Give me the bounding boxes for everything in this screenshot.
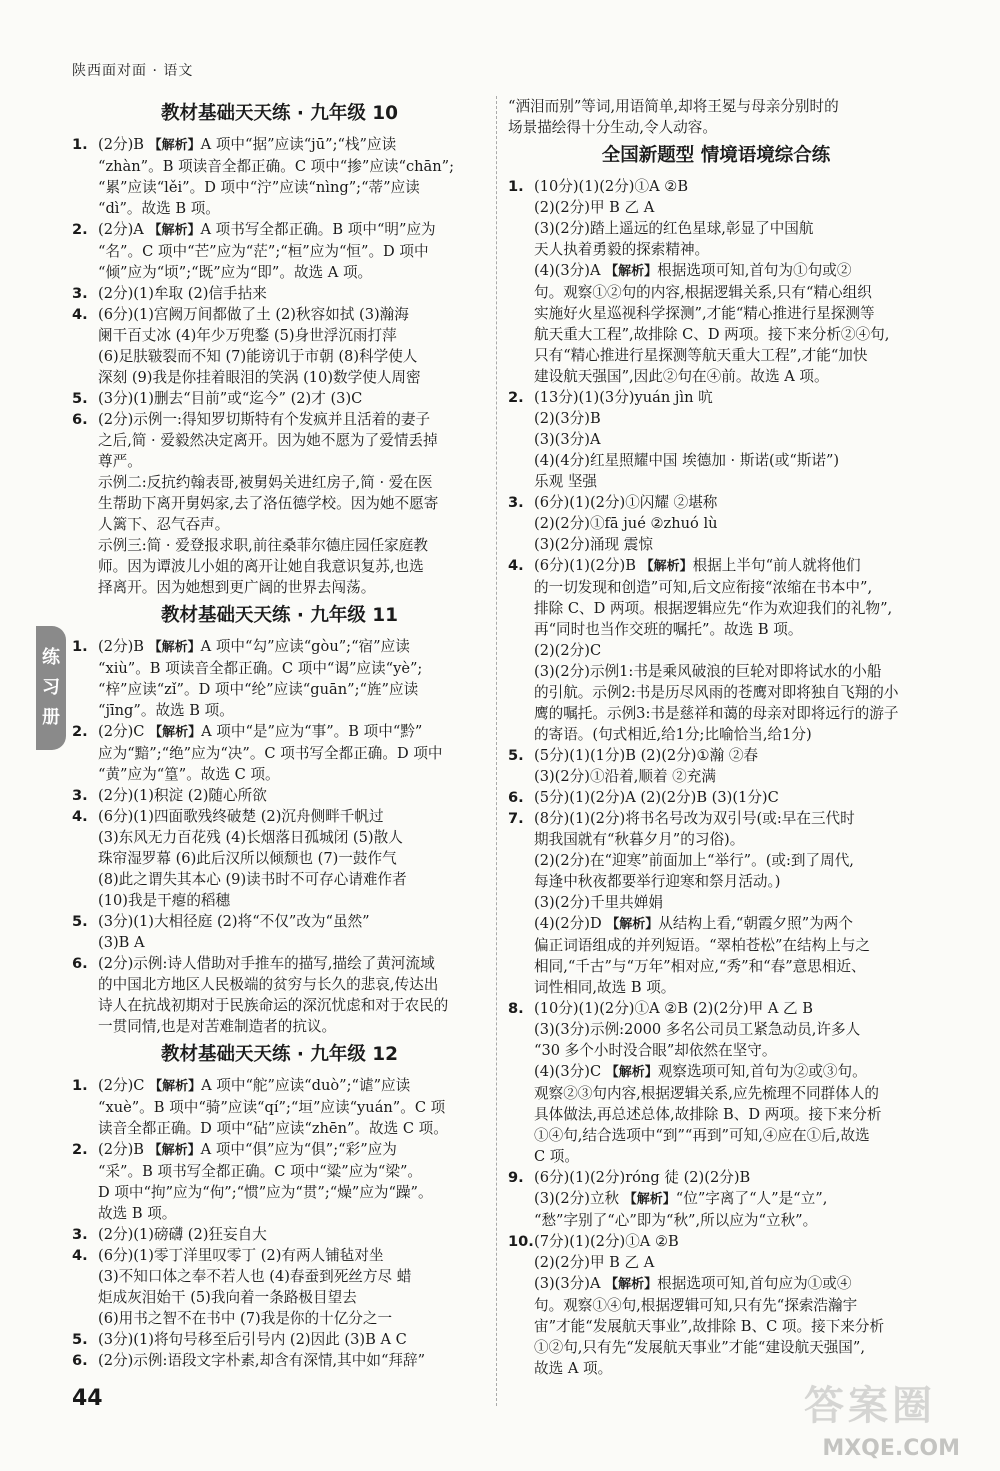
answer-line: (6分)(1)零丁洋里叹零丁 (2)有两人铺毡对坐	[98, 1247, 384, 1264]
answer-line: (5分)(1)(1分)B (2)(2分)①瀚 ②春	[534, 747, 759, 764]
item-number: 5.	[72, 913, 88, 930]
answer-line: (2分)B 【解析】A 项中“俱”应为“俱”;“彩”应为	[98, 1141, 397, 1158]
item-number: 6.	[72, 1352, 88, 1369]
answer-line: (6)足肤皲裂而不知 (7)能谤讥于市朝 (8)科学使人	[98, 348, 418, 365]
answer-line: (2分)C 【解析】A 项中“舵”应读“duò”;“谑”应读	[98, 1077, 411, 1094]
answer-line: (3)(3分)示例:2000 多名公司员工紧急动员,许多人	[534, 1021, 861, 1038]
item-number: 2.	[508, 389, 524, 406]
answer-line: 一贯同情,也是对苦难制造者的抗议。	[98, 1018, 337, 1035]
answer-line: (2分)示例一:得知罗切斯特有个发疯并且活着的妻子	[98, 411, 431, 428]
answer-line: “愁”字别了“心”即为“秋”,所以应为“立秋”。	[534, 1212, 818, 1229]
item-number: 5.	[72, 390, 88, 407]
watermark-url: MXQE.COM	[822, 1436, 960, 1461]
item-number: 1.	[508, 178, 524, 195]
answer-line: 句。观察①②句的内容,根据逻辑关系,只有“精心组织	[534, 284, 872, 301]
answer-line: 航天重大工程”,故排除 C、D 两项。接下来分析②④句,	[534, 326, 890, 343]
answer-item	[72, 1329, 487, 1350]
answer-item	[72, 283, 487, 304]
answer-line: 相同,“千古”与“万年”相对应,“秀”和“春”意思相近、	[534, 958, 866, 975]
watermark-title: 答案圈	[804, 1383, 936, 1429]
answer-line: 之后,简 · 爱毅然决定离开。因为她不愿为了爱情丢掉	[98, 432, 438, 449]
answer-line: (4)(2分)D 【解析】从结构上看,“朝霞夕照”为两个	[534, 915, 853, 932]
answer-line: 观察②③句内容,根据逻辑关系,应先梳理不同群体人的	[534, 1085, 879, 1102]
answer-line: 示例二:反抗约翰表哥,被舅妈关进红房子,简 · 爱在医	[98, 474, 433, 491]
answer-line: (8分)(1)(2分)将书名号改为双引号(或:早在三代时	[534, 810, 855, 827]
answer-line: “xiù”。B 项读音全都正确。C 项中“谒”应读“yè”;	[98, 660, 423, 677]
answer-line: 的一切发现和创造”可知,后文应衔接“浓缩在书本中”,	[534, 579, 873, 596]
answer-line: 乐观 坚强	[534, 473, 598, 490]
answer-line: (3分)(1)将句号移至后引号内 (2)因此 (3)B A C	[98, 1331, 407, 1348]
answer-item	[72, 953, 487, 1037]
page-header: 陕西面对面 · 语文	[72, 63, 194, 79]
answer-line: (3)(3分)A	[534, 431, 601, 448]
answer-line: 示例三:简 · 爱登报求职,前往桑菲尔德庄园任家庭教	[98, 537, 428, 554]
answer-line: (10)我是干瘪的稻穗	[98, 892, 231, 909]
answer-line: 句。观察①④句,根据逻辑可知,只有先“探索浩瀚宇	[534, 1297, 858, 1314]
answer-item	[72, 409, 487, 598]
answer-line: D 项中“拘”应为“佝”;“惯”应为“贯”;“燥”应为“躁”。	[98, 1184, 433, 1201]
answer-line: (2分)B 【解析】A 项中“据”应读“jū”;“栈”应读	[98, 136, 397, 153]
item-number: 4.	[72, 306, 88, 323]
answer-line: 鹰的嘱托。示例3:书是慈祥和蔼的母亲对即将远行的游子	[534, 705, 899, 722]
answer-item	[72, 1139, 487, 1224]
item-number: 6.	[72, 411, 88, 428]
answer-item	[72, 785, 487, 806]
section-title: 教材基础天天练 · 九年级 10	[160, 103, 399, 124]
answer-item	[508, 492, 924, 555]
left-column	[72, 96, 487, 1371]
answer-line: (2分)示例:诗人借助对手推车的描写,描绘了黄河流域	[98, 955, 435, 972]
answer-line: (6分)(1)(2分)róng 徒 (2)(2分)B	[534, 1169, 751, 1186]
answer-line: (3)(3分)A 【解析】根据选项可知,首句应为①或④	[534, 1275, 852, 1292]
answer-item	[72, 304, 487, 388]
item-number: 3.	[72, 787, 88, 804]
section-title: 教材基础天天练 · 九年级 11	[160, 605, 399, 626]
answer-line: (6分)(1)(2分)B 【解析】根据上半句“前人就将他们	[534, 557, 861, 574]
item-number: 3.	[508, 494, 524, 511]
answer-line: 词性相同,故选 B 项。	[534, 979, 676, 996]
answer-line: “累”应读“lěi”。D 项中“泞”应读“nìng”;“蒂”应读	[98, 179, 420, 196]
item-number: 2.	[72, 221, 88, 238]
answer-item	[72, 1075, 487, 1139]
answer-line: 故选 B 项。	[98, 1205, 177, 1222]
answer-line: 诗人在抗战初期对于民族命运的深沉忧虑和对于农民的	[98, 997, 449, 1014]
answer-line: (2分)(1)磅礴 (2)狂妄自大	[98, 1226, 267, 1243]
answer-line: 读音全都正确。D 项中“砧”应读“zhēn”。故选 C 项。	[98, 1120, 448, 1137]
answer-line: (2分)A 【解析】A 项书写全都正确。B 项中“明”应为	[98, 221, 436, 238]
answer-line: “30 多个小时没合眼”却依然在坚守。	[534, 1042, 777, 1059]
side-tab-char: 习	[42, 677, 60, 698]
answer-line: (6分)(1)宫阙万间都做了土 (2)秋容如拭 (3)瀚海	[98, 306, 409, 323]
answer-line: 宙”才能“发展航天事业”,故排除 B、C 项。接下来分析	[534, 1318, 885, 1335]
answer-item	[508, 808, 924, 998]
answer-item	[508, 1167, 924, 1231]
answer-line: (6分)(1)(2分)①闪耀 ②堪称	[534, 494, 718, 511]
answer-line: (2)(2分)甲 B 乙 A	[534, 199, 655, 216]
answer-item	[72, 636, 487, 721]
answer-line: (3)(2分)立秋 【解析】“位”字离了“人”是“立”,	[534, 1190, 828, 1207]
answer-line: 炬成灰泪始干 (5)我向着一条路极目望去	[98, 1289, 357, 1306]
answer-line: “倾”应为“顷”;“既”应为“即”。故选 A 项。	[98, 264, 373, 281]
answer-line: (8)此之谓失其本心 (9)读书时不可存心请难作者	[98, 871, 407, 888]
answer-line: “dì”。故选 B 项。	[98, 200, 220, 217]
item-number: 2.	[72, 1141, 88, 1158]
answer-line: (2分)C 【解析】A 项中“是”应为“事”。B 项中“黔”	[98, 723, 423, 740]
answer-line: (4)(3分)C 【解析】观察选项可知,首句为②或③句。	[534, 1063, 867, 1080]
answer-line: “zhàn”。B 项读音全都正确。C 项中“掺”应读“chān”;	[98, 158, 455, 175]
answer-line: “黄”应为“篁”。故选 C 项。	[98, 766, 280, 783]
answer-line: “梓”应读“zǐ”。D 项中“纶”应读“guān”;“旌”应读	[98, 681, 419, 698]
answer-line: 期我国就有“秋暮夕月”的习俗)。	[534, 831, 745, 848]
answer-line: “xuè”。B 项中“骑”应读“qí”;“垣”应读“yuán”。C 项	[98, 1099, 446, 1116]
answer-line: “采”。B 项书写全都正确。C 项中“粱”应为“梁”。	[98, 1163, 423, 1180]
item-number: 7.	[508, 810, 524, 827]
answer-line: 偏正词语组成的并列短语。“翠柏苍松”在结构上与之	[534, 937, 870, 954]
answer-line: (2分)B 【解析】A 项中“勾”应读“gòu”;“宿”应读	[98, 638, 410, 655]
answer-line: (2分)(1)积淀 (2)随心所欲	[98, 787, 267, 804]
page-number: 44	[72, 1386, 103, 1411]
answer-line: (13分)(1)(3分)yuán jìn 吭	[534, 389, 713, 406]
item-number: 1.	[72, 136, 88, 153]
item-number: 1.	[72, 1077, 88, 1094]
answer-line: (4)(3分)A 【解析】根据选项可知,首句为①句或②	[534, 262, 852, 279]
answer-line: “jīng”。故选 B 项。	[98, 702, 234, 719]
answer-line: (2)(2分)甲 B 乙 A	[534, 1254, 655, 1271]
section-title: 教材基础天天练 · 九年级 12	[160, 1044, 399, 1065]
answer-item	[508, 387, 924, 492]
answer-line: 排除 C、D 两项。根据逻辑应先“作为欢迎我们的礼物”,	[534, 600, 893, 617]
item-number: 6.	[508, 789, 524, 806]
answer-item	[508, 745, 924, 787]
item-number: 3.	[72, 1226, 88, 1243]
answer-line: “名”。C 项中“芒”应为“茫”;“桓”应为“恒”。D 项中	[98, 243, 429, 260]
answer-line: (6分)(1)四面歌残终破楚 (2)沉舟侧畔千帆过	[98, 808, 384, 825]
intro-line: 场景描绘得十分生动,令人动容。	[508, 119, 717, 136]
answer-line: 尊严。	[98, 453, 142, 470]
answer-line: (10分)(1)(2分)①A ②B	[534, 178, 689, 195]
answer-line: 人篱下、忍气吞声。	[98, 516, 230, 533]
right-column	[508, 96, 924, 1379]
answer-line: (3)东风无力百花残 (4)长烟落日孤城闭 (5)散人	[98, 829, 403, 846]
item-number: 4.	[72, 1247, 88, 1264]
answer-line: (2)(2分)在“迎寒”前面加上“举行”。(或:到了周代,	[534, 852, 854, 869]
section-title: 全国新题型 情境语境综合练	[601, 145, 831, 166]
item-number: 9.	[508, 1169, 524, 1186]
item-number: 10.	[508, 1233, 534, 1250]
intro-line: “洒泪而别”等词,用语简单,却将王冕与母亲分别时的	[508, 98, 839, 115]
answer-line: 深刻 (9)我是你挂着眼泪的笑涡 (10)数学使人周密	[98, 369, 421, 386]
answer-line: C 项。	[534, 1148, 579, 1165]
answer-line: 只有“精心推进行星探测等航天重大工程”,才能“加快	[534, 347, 868, 364]
column-divider	[496, 96, 497, 1406]
answer-item	[508, 998, 924, 1167]
answer-line: 建设航天强国”,因此②句在④前。故选 A 项。	[534, 368, 829, 385]
side-tab-char: 册	[42, 707, 60, 728]
item-number: 3.	[72, 285, 88, 302]
answer-line: (3分)(1)大相径庭 (2)将“不仅”改为“虽然”	[98, 913, 370, 930]
answer-line: (3)(2分)①沿着,顺着 ②充满	[534, 768, 716, 785]
answer-line: (2分)示例:语段文字朴素,却含有深情,其中如“拜辞”	[98, 1352, 426, 1369]
answer-line: 应为“黯”;“绝”应为“决”。C 项书写全都正确。D 项中	[98, 745, 443, 762]
answer-line: (2分)(1)牟取 (2)信手拈来	[98, 285, 267, 302]
side-tab-practice-book	[36, 626, 66, 750]
right-intro	[508, 96, 924, 138]
answer-line: 故选 A 项。	[534, 1360, 613, 1377]
item-number: 2.	[72, 723, 88, 740]
answer-line: (3)(2分)千里共婵娟	[534, 894, 663, 911]
answer-item	[72, 1245, 487, 1329]
answer-line: (3)(2分)示例1:书是乘风破浪的巨轮对即将试水的小船	[534, 663, 882, 680]
answer-item	[72, 219, 487, 283]
answer-line: 的中国北方地区人民极端的贫穷与长久的悲哀,传达出	[98, 976, 439, 993]
answer-line: ①④句,结合选项中“到”“再到”可知,④应在①后,故选	[534, 1127, 870, 1144]
item-number: 5.	[508, 747, 524, 764]
side-tab-char: 练	[42, 647, 60, 668]
answer-item	[72, 911, 487, 953]
answer-item	[72, 1350, 487, 1371]
answer-line: 的引航。示例2:书是历尽风雨的苍鹰对即将独自飞翔的小	[534, 684, 899, 701]
answer-line: ①②句,只有先“发展航天事业”才能“建设航天强国”,	[534, 1339, 865, 1356]
answer-line: (3)(2分)涌现 震惊	[534, 536, 653, 553]
answer-line: 天人执着勇毅的探索精神。	[534, 241, 710, 258]
answer-line: 生帮助下离开舅妈家,去了洛伍德学校。因为她不愿寄	[98, 495, 439, 512]
answer-line: (7分)(1)(2分)①A ②B	[534, 1233, 679, 1250]
answer-line: (2)(2分)C	[534, 642, 602, 659]
answer-line: (3)B A	[98, 934, 145, 951]
answer-line: 师。因为谭波儿小姐的离开让她自我意识复苏,也选	[98, 558, 424, 575]
answer-item	[508, 555, 924, 745]
answer-line: (3分)(1)删去“目前”或“迄今” (2)才 (3)C	[98, 390, 363, 407]
answer-line: (2)(2分)①fā jué ②zhuó lù	[534, 515, 718, 532]
answer-line: 具体做法,再总述总体,故排除 B、D 两项。接下来分析	[534, 1106, 882, 1123]
answer-line: (3)不知口体之奉不若人也 (4)春蚕到死丝方尽 蜡	[98, 1268, 412, 1285]
item-number: 5.	[72, 1331, 88, 1348]
answer-line: 再“同时也当作交班的嘱托”。故选 B 项。	[534, 621, 803, 638]
answer-line: (2)(3分)B	[534, 410, 601, 427]
item-number: 8.	[508, 1000, 524, 1017]
answer-line: 阑干百丈冰 (4)年少万兜鍪 (5)身世浮沉雨打萍	[98, 327, 397, 344]
answer-item	[72, 721, 487, 785]
answer-line: (5分)(1)(2分)A (2)(2分)B (3)(1分)C	[534, 789, 779, 806]
answer-line: 择离开。因为她想到更广阔的世界去闯荡。	[98, 579, 376, 596]
answer-item	[72, 134, 487, 219]
item-number: 4.	[72, 808, 88, 825]
answer-line: 每逢中秋夜都要举行迎寒和祭月活动。)	[534, 873, 781, 890]
answer-line: 珠帘湿罗幕 (6)此后汉所以倾颓也 (7)一鼓作气	[98, 850, 397, 867]
answer-item	[508, 787, 924, 808]
answer-item	[72, 388, 487, 409]
answer-line: (6)用书之智不在书中 (7)我是你的十亿分之一	[98, 1310, 393, 1327]
answer-line: 实施好火星巡视科学探测”,才能“精心推进行星探测等	[534, 305, 875, 322]
item-number: 6.	[72, 955, 88, 972]
answer-line: (3)(2分)踏上遥远的红色星球,彰显了中国航	[534, 220, 814, 237]
answer-line: 的寄语。(句式相近,给1分;比喻恰当,给1分)	[534, 726, 812, 743]
answer-item	[508, 1231, 924, 1379]
answer-item	[72, 806, 487, 911]
answer-item	[72, 1224, 487, 1245]
answer-line: (10分)(1)(2分)①A ②B (2)(2分)甲 A 乙 B	[534, 1000, 814, 1017]
item-number: 1.	[72, 638, 88, 655]
answer-line: (4)(4分)红星照耀中国 埃德加 · 斯诺(或“斯诺”)	[534, 452, 840, 469]
answer-item	[508, 176, 924, 387]
item-number: 4.	[508, 557, 524, 574]
